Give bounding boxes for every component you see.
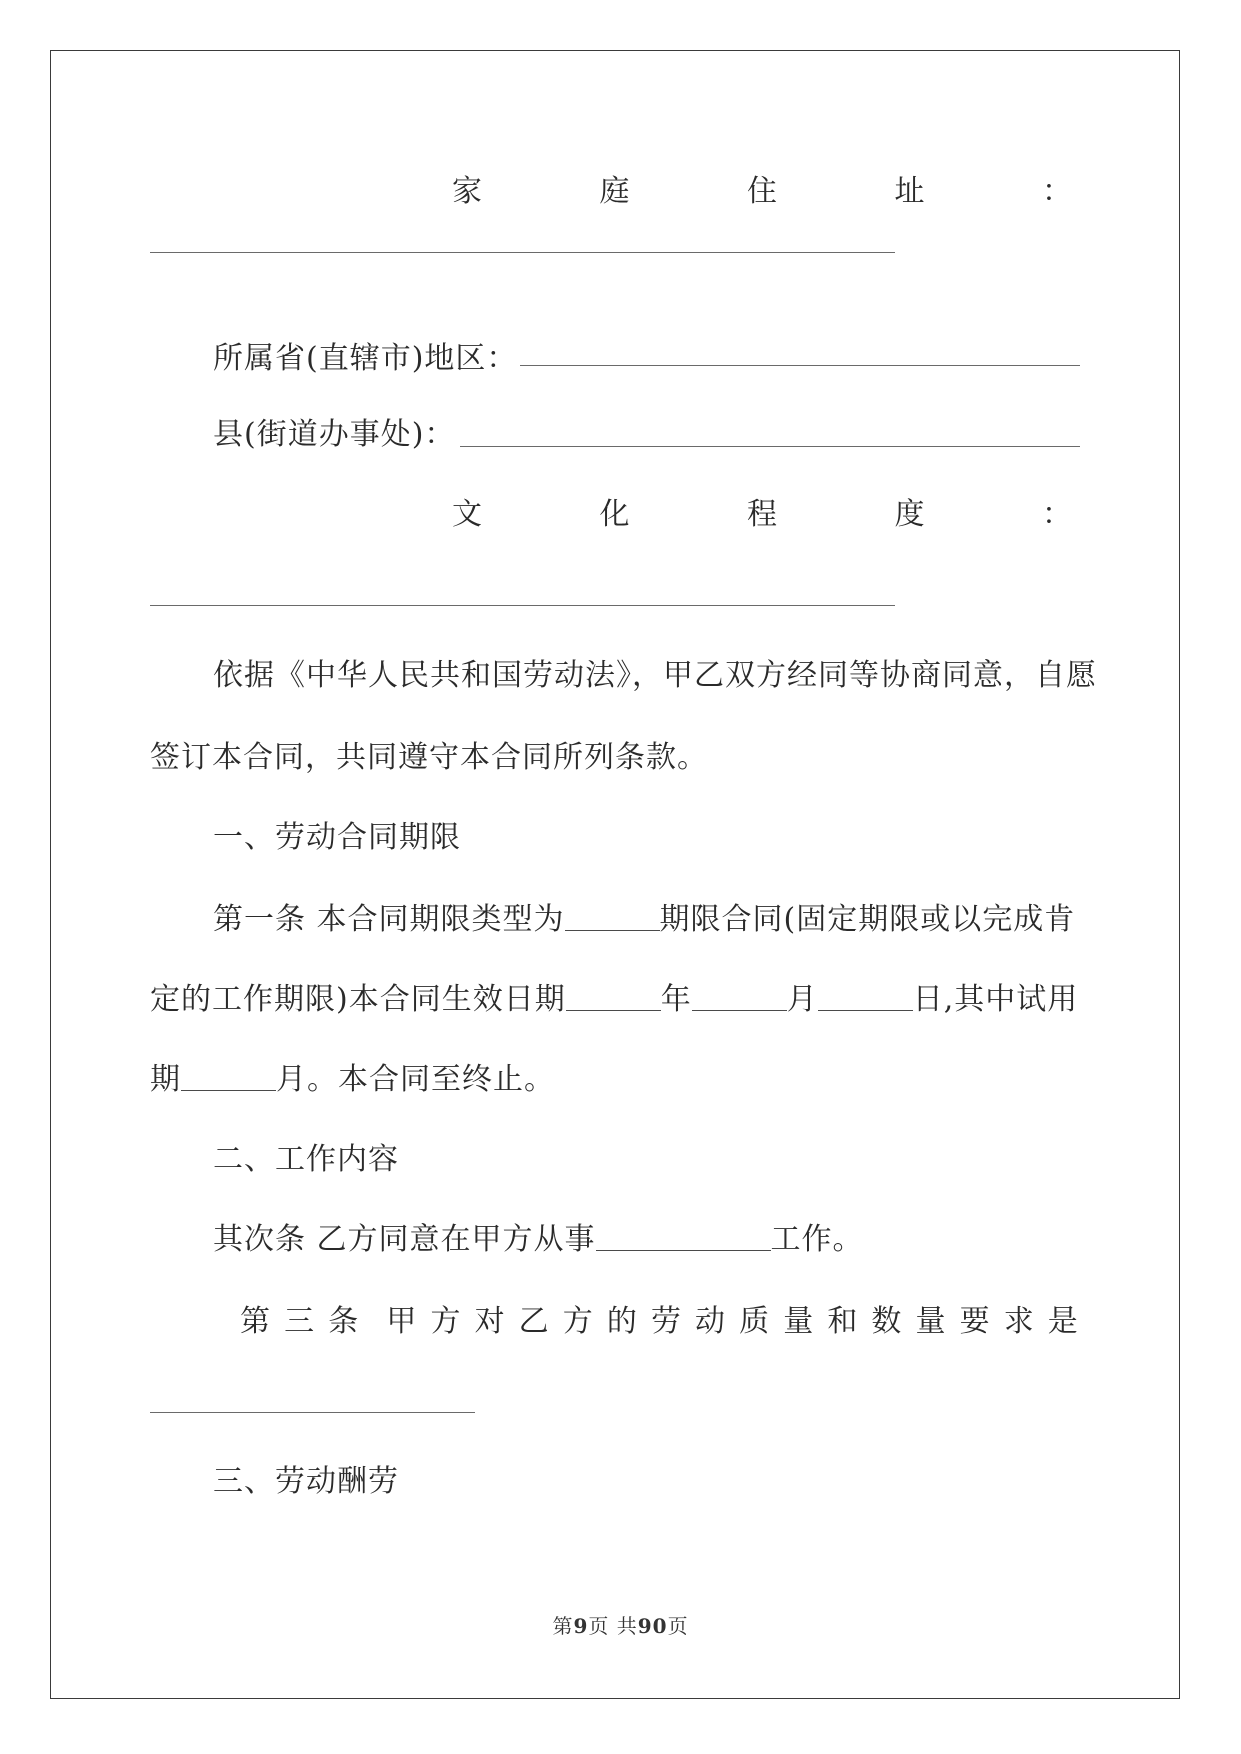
section-2-title: 二、工作内容 [213, 1142, 399, 1177]
blank-province[interactable] [520, 365, 1080, 366]
page-number-footer: 第9页 共90页 [552, 1614, 689, 1638]
field-province: 所属省(直辖市)地区： [213, 341, 518, 376]
blank-start-year[interactable] [566, 980, 661, 1011]
blank-contract-type[interactable] [565, 900, 660, 931]
article-1-line-1: 第一条 本合同期限类型为 期限合同(固定期限或以完成肯 [213, 902, 1076, 937]
field-home-address: 家 庭 住 址 ： [452, 174, 1072, 209]
blank-job-position[interactable] [596, 1220, 771, 1251]
section-1-title: 一、劳动合同期限 [213, 820, 461, 855]
intro-line-1: 依据《中华人民共和国劳动法》，甲乙双方经同等协商同意，自愿 [213, 658, 1097, 693]
article-1-line-3: 期 月。本合同至终止。 [150, 1062, 555, 1097]
blank-education[interactable] [150, 605, 895, 606]
blank-home-address[interactable] [150, 252, 895, 253]
article-2: 其次条 乙方同意在甲方从事 工作。 [213, 1222, 864, 1257]
intro-line-2: 签订本合同，共同遵守本合同所列条款。 [150, 740, 708, 775]
field-county: 县(街道办事处)： [213, 417, 456, 452]
blank-start-month[interactable] [692, 980, 787, 1011]
page-border [50, 50, 1180, 1699]
blank-start-day[interactable] [818, 980, 913, 1011]
blank-quality-requirements[interactable] [150, 1412, 475, 1413]
section-3-title: 三、劳动酬劳 [213, 1464, 399, 1499]
field-education: 文 化 程 度 ： [452, 497, 1072, 532]
blank-probation-months[interactable] [181, 1060, 276, 1091]
article-1-line-2: 定的工作期限)本合同生效日期 年 月 日,其中试用 [150, 982, 1079, 1017]
article-3: 第 三 条 甲 方 对 乙 方 的 劳 动 质 量 和 数 量 要 求 是 [240, 1304, 1078, 1339]
blank-county[interactable] [460, 446, 1080, 447]
